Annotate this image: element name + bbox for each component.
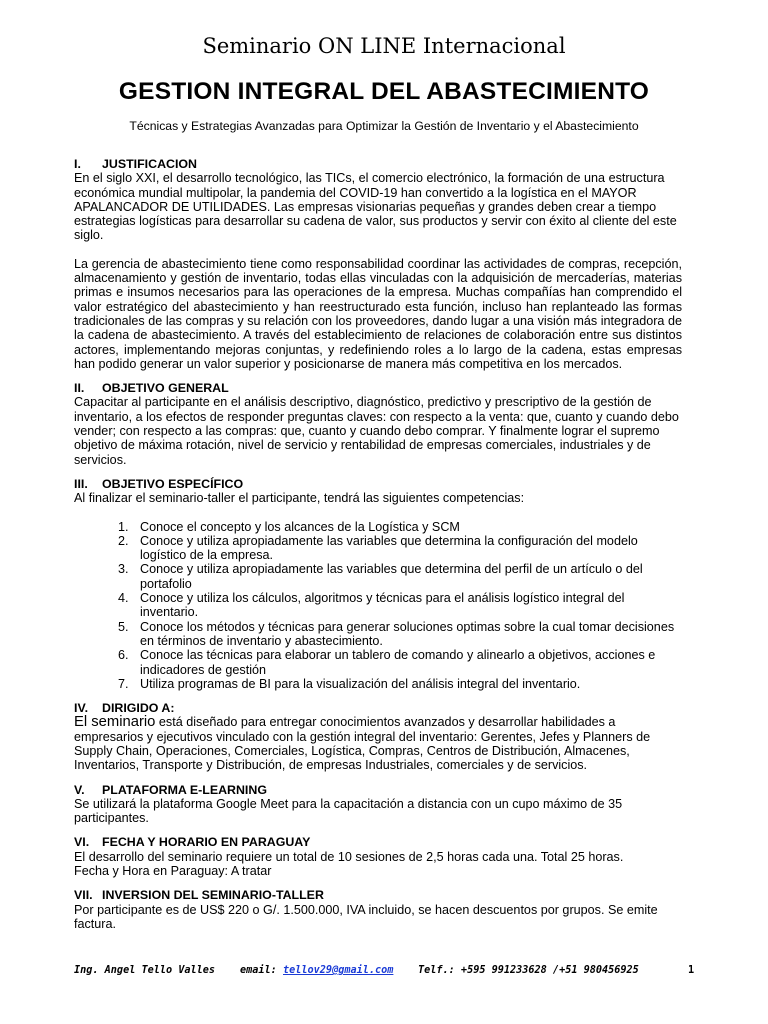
section-number: VI. xyxy=(74,835,90,850)
section-title: OBJETIVO GENERAL xyxy=(102,381,229,396)
footer-email-label: email: xyxy=(240,965,277,976)
document-title: GESTION INTEGRAL DEL ABASTECIMIENTO xyxy=(118,78,650,105)
section-heading-plataforma xyxy=(74,783,682,797)
document-subtitle: Técnicas y Estrategias Avanzadas para Optimizar la Gestión de Inventario y el Abastecimiento xyxy=(129,119,639,133)
section-heading-justificacion xyxy=(74,157,682,171)
list-item xyxy=(118,562,682,591)
section-title: INVERSION DEL SEMINARIO-TALLER xyxy=(102,888,324,903)
fecha-paragraph-2: Fecha y Hora en Paraguay: A tratar xyxy=(74,864,272,879)
section-title: FECHA Y HORARIO EN PARAGUAY xyxy=(102,835,311,850)
list-item xyxy=(118,591,682,620)
competencias-list xyxy=(74,520,682,692)
page-footer xyxy=(74,965,698,981)
justificacion-paragraph-1: En el siglo XXI, el desarrollo tecnológico, las TICs, el comercio electrónico, la formación de una estructura económica mundial multipolar, la pandemia del COVID-19 han convertido a la logística en el MAYOR APALANCADOR DE UTILIDADES. Las empresas visionarias pequeñas y grandes deben crear a tiempo estrategias logísticas para desarrollar su cadena de valor, sus productos y servir con éxito al cliente del este siglo. xyxy=(74,171,677,243)
justificacion-paragraph-2: La gerencia de abastecimiento tiene como responsabilidad coordinar las actividades de compras, recepción, almacenamiento y gestión de inventario, todas ellas vinculadas con la adquisición de mercaderías, materias primas e insumos necesarios para las operaciones de la empresa. Muchas compañías han comprendido el valor estratégico del abastecimiento y han reestructurado esta función, incluso han replanteado las formas tradicionales de las compras y su relación con los proveedores, dando lugar a una visión más integradora de la cadena de abastecimiento. A través del establecimiento de relaciones de colaboración entre sus distintos actores, implementando mejoras conjuntas, y redefiniendo roles a lo largo de la cadena, estas empresas han podido generar un valor superior y posicionarse de manera más competitiva en los mercados. xyxy=(74,256,682,371)
section-title: PLATAFORMA E-LEARNING xyxy=(102,782,267,797)
list-item xyxy=(118,533,682,563)
list-item-number: 2. xyxy=(118,533,129,548)
list-item-text: Utiliza programas de BI para la visualización del análisis integral del inventario. xyxy=(140,676,581,691)
footer-author: Ing. Angel Tello Valles xyxy=(74,965,216,976)
plataforma-paragraph: Se utilizará la plataforma Google Meet para la capacitación a distancia con un cupo máximo de 35 participantes. xyxy=(74,796,623,826)
list-item-text: Conoce y utiliza apropiadamente las variables que determina la configuración del modelo logístico de la empresa. xyxy=(140,533,638,563)
list-item-number: 6. xyxy=(118,648,129,663)
list-item-text: Conoce los métodos y técnicas para generar soluciones optimas sobre la cual tomar decisiones en términos de inventario y abastecimiento. xyxy=(140,619,675,648)
list-item xyxy=(118,676,682,691)
document-body xyxy=(74,157,682,931)
section-number: VII. xyxy=(74,888,93,903)
dirigido-paragraph xyxy=(74,715,682,772)
section-number: IV. xyxy=(74,701,89,716)
list-item-number: 3. xyxy=(118,562,129,577)
list-item-number: 1. xyxy=(118,519,129,534)
list-item xyxy=(118,619,682,649)
section-title: OBJETIVO ESPECÍFICO xyxy=(102,476,244,491)
section-number: II. xyxy=(74,381,85,396)
list-item-text: Conoce y utiliza apropiadamente las variables que determina del perfil de un artículo o del portafolio xyxy=(140,562,643,591)
section-number: I. xyxy=(74,157,81,171)
footer-phone: Telf.: +595 991233628 /+51 980456925 xyxy=(418,965,639,976)
dirigido-body-text: está diseñado para entregar conocimientos avanzados y desarrollar habilidades a empresarios y ejecutivos vinculado con la gestión integral del inventario: Gerentes, Jefes y Planners de Supply Chain, Operaciones, Comerciales, Logística, Compras, Centros de Distribución, Almacenes, Inventarios, Transporte y Distribución, de empresas Industriales, comerciales y de servicios. xyxy=(74,715,651,773)
dirigido-lead-text: El seminario xyxy=(74,714,156,731)
section-heading-inversion xyxy=(74,888,682,902)
list-item-number: 4. xyxy=(118,591,129,606)
objetivo-general-paragraph: Capacitar al participante en el análisis descriptivo, diagnóstico, predictivo y prescriptivo de la gestión de inventario, a los efectos de responder preguntas claves: con respecto a la venta: que, cuanto y cuando debo vender; con respecto a las compras: que, cuanto y cuando debo comprar. Y finalmente lograr el supremo objetivo de máxima rotación, nivel de servicio y rentabilidad de empresas comerciales, industriales y de servicios. xyxy=(74,395,679,467)
fecha-paragraph-1: El desarrollo del seminario requiere un total de 10 sesiones de 2,5 horas cada una. Total 25 horas. xyxy=(74,849,624,864)
seminar-heading: Seminario ON LINE Internacional xyxy=(202,34,566,58)
section-heading-fecha xyxy=(74,835,682,849)
list-item xyxy=(118,648,682,677)
list-item-text: Conoce el concepto y los alcances de la Logística y SCM xyxy=(140,519,460,534)
section-heading-objetivo-especifico xyxy=(74,477,682,491)
section-heading-objetivo-general xyxy=(74,381,682,395)
list-item xyxy=(118,519,682,534)
page-number: 1 xyxy=(688,965,695,976)
objetivo-especifico-intro: Al finalizar el seminario-taller el participante, tendrá las siguientes competencias: xyxy=(74,491,525,506)
footer-email-link[interactable]: tellov29@gmail.com xyxy=(283,965,394,976)
list-item-number: 5. xyxy=(118,619,129,634)
list-item-text: Conoce y utiliza los cálculos, algoritmos y técnicas para el análisis logístico integral del inventario. xyxy=(140,591,625,620)
list-item-text: Conoce las técnicas para elaborar un tablero de comando y alinearlo a objetivos, acciones e indicadores de gestión xyxy=(140,648,656,677)
section-heading-dirigido xyxy=(74,701,682,715)
section-number: V. xyxy=(74,782,85,797)
section-title: DIRIGIDO A: xyxy=(102,701,175,716)
section-title: JUSTIFICACION xyxy=(102,157,197,171)
list-item-number: 7. xyxy=(118,676,129,691)
inversion-paragraph: Por participante es de US$ 220 o G/. 1.500.000, IVA incluido, se hacen descuentos por grupos. Se emite factura. xyxy=(74,902,658,931)
section-number: III. xyxy=(74,476,88,491)
